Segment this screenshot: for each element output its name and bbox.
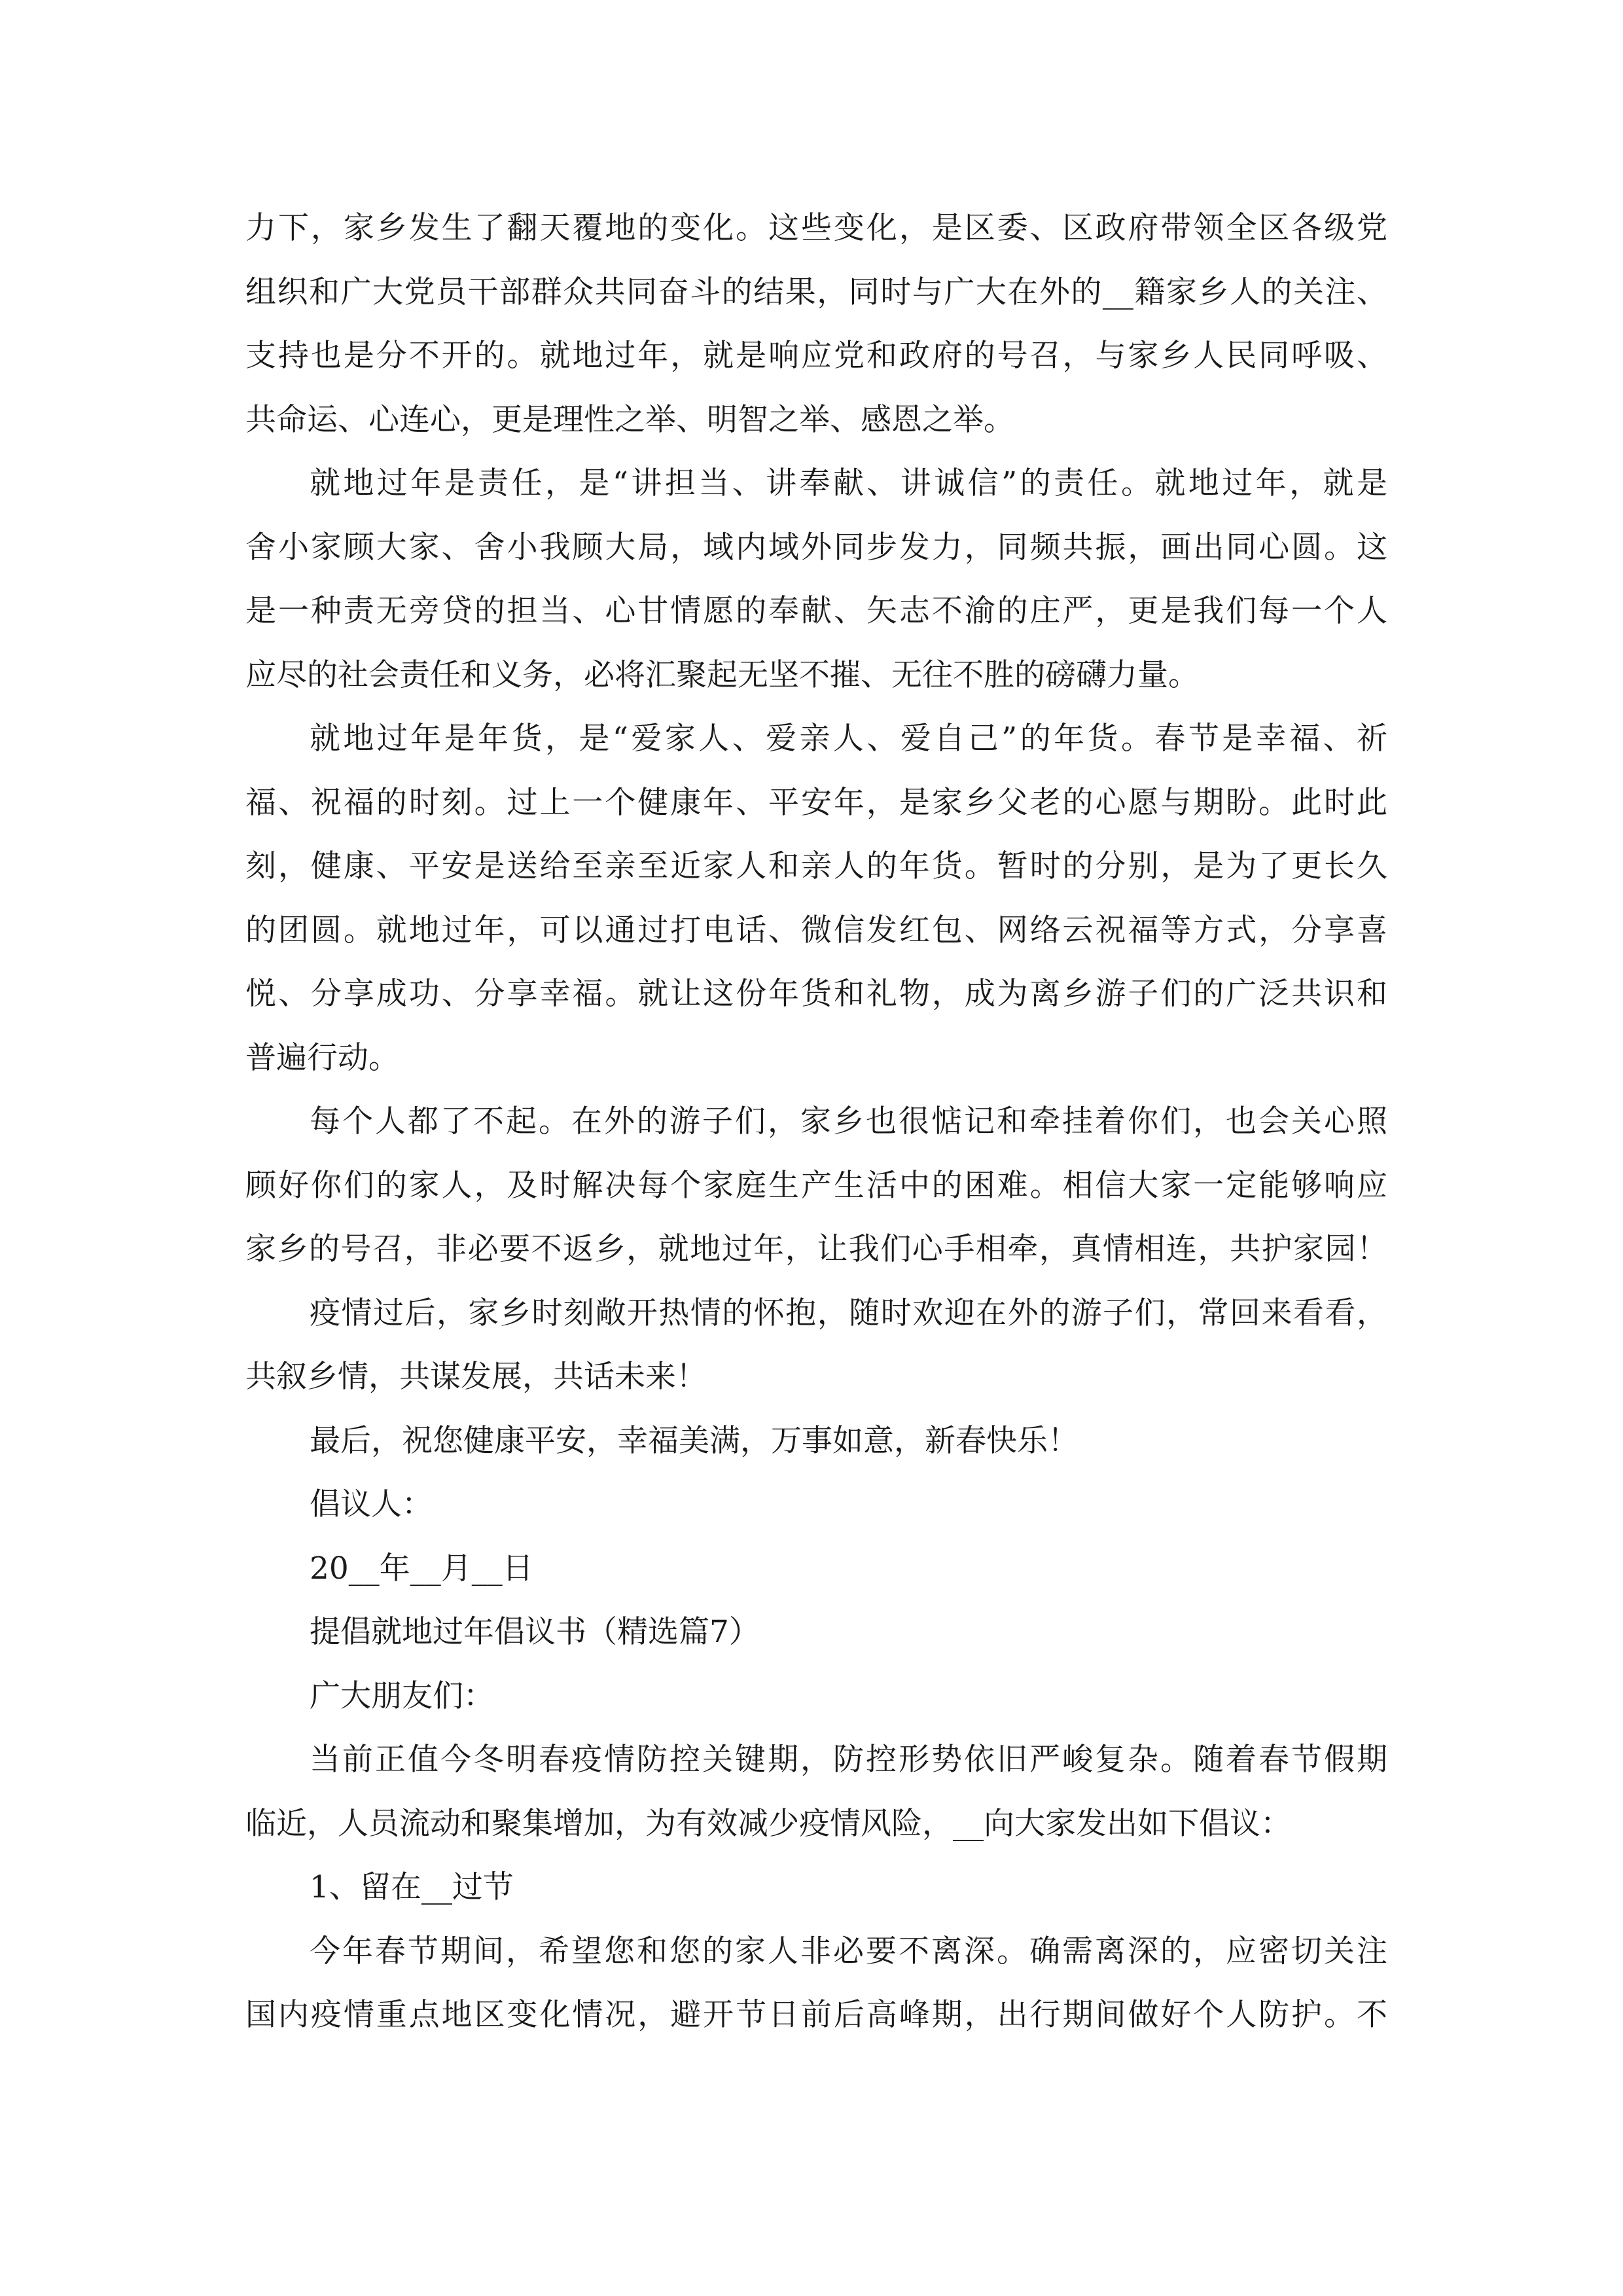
section-title: 提倡就地过年倡议书（精选篇7）: [310, 1614, 760, 1650]
text-line: 悦、分享成功、分享幸福。就让这份年货和礼物，成为离乡游子们的广泛共识和: [245, 976, 1387, 1012]
paragraph-start-line: 当前正值今冬明春疫情防控关键期，防控形势依旧严峻复杂。随着春节假期: [310, 1742, 1387, 1778]
text-line: 共叙乡情，共谋发展，共话未来！: [245, 1359, 707, 1395]
text-line: 舍小家顾大家、舍小我顾大局，域内域外同步发力，同频共振，画出同心圆。这: [245, 529, 1387, 565]
document-body: [245, 196, 1387, 2047]
paragraph-start-line: 疫情过后，家乡时刻敞开热情的怀抱，随时欢迎在外的游子们，常回来看看，: [310, 1295, 1387, 1331]
paragraph-start-line: 每个人都了不起。在外的游子们，家乡也很惦记和牵挂着你们，也会关心照: [310, 1103, 1387, 1139]
text-line: 是一种责无旁贷的担当、心甘情愿的奉献、矢志不渝的庄严，更是我们每一个人: [245, 593, 1387, 629]
text-line: 组织和广大党员干部群众共同奋斗的结果，同时与广大在外的__籍家乡人的关注、: [245, 274, 1387, 310]
text-line: 顾好你们的家人，及时解决每个家庭生产生活中的困难。相信大家一定能够响应: [245, 1167, 1387, 1204]
salutation: 广大朋友们：: [310, 1677, 494, 1714]
paragraph-start-line: 就地过年是责任，是“讲担当、讲奉献、讲诚信”的责任。就地过年，就是: [310, 465, 1387, 501]
text-line: 福、祝福的时刻。过上一个健康年、平安年，是家乡父老的心愿与期盼。此时此: [245, 784, 1387, 821]
text-line: 共命运、心连心，更是理性之举、明智之举、感恩之举。: [245, 401, 1014, 438]
text-line: 应尽的社会责任和义务，必将汇聚起无坚不摧、无往不胜的磅礴力量。: [245, 656, 1199, 693]
text-line: 支持也是分不开的。就地过年，就是响应党和政府的号召，与家乡人民同呼吸、: [245, 338, 1387, 374]
text-line: 力下，家乡发生了翻天覆地的变化。这些变化，是区委、区政府带领全区各级党: [245, 210, 1387, 246]
list-item-heading: 1、留在__过节: [310, 1869, 514, 1905]
text-line: 刻，健康、平安是送给至亲至近家人和亲人的年货。暂时的分别，是为了更长久: [245, 848, 1387, 884]
closing-wishes: 最后，祝您健康平安，幸福美满，万事如意，新春快乐！: [310, 1422, 1079, 1459]
paragraph-start-line: 今年春节期间，希望您和您的家人非必要不离深。确需离深的，应密切关注: [310, 1933, 1387, 1969]
text-line: 国内疫情重点地区变化情况，避开节日前后高峰期，出行期间做好个人防护。不: [245, 1997, 1387, 2033]
text-line: 家乡的号召，非必要不返乡，就地过年，让我们心手相牵，真情相连，共护家园！: [245, 1231, 1387, 1267]
date-line: 20__年__月__日: [310, 1550, 533, 1587]
text-line: 临近，人员流动和聚集增加，为有效减少疫情风险，__向大家发出如下倡议：: [245, 1805, 1291, 1842]
text-line: 普遍行动。: [245, 1039, 399, 1076]
paragraph-start-line: 就地过年是年货，是“爱家人、爱亲人、爱自己”的年货。春节是幸福、祈: [310, 721, 1387, 757]
text-line: 的团圆。就地过年，可以通过打电话、微信发红包、网络云祝福等方式，分享喜: [245, 912, 1387, 948]
initiator-label: 倡议人：: [310, 1486, 433, 1522]
